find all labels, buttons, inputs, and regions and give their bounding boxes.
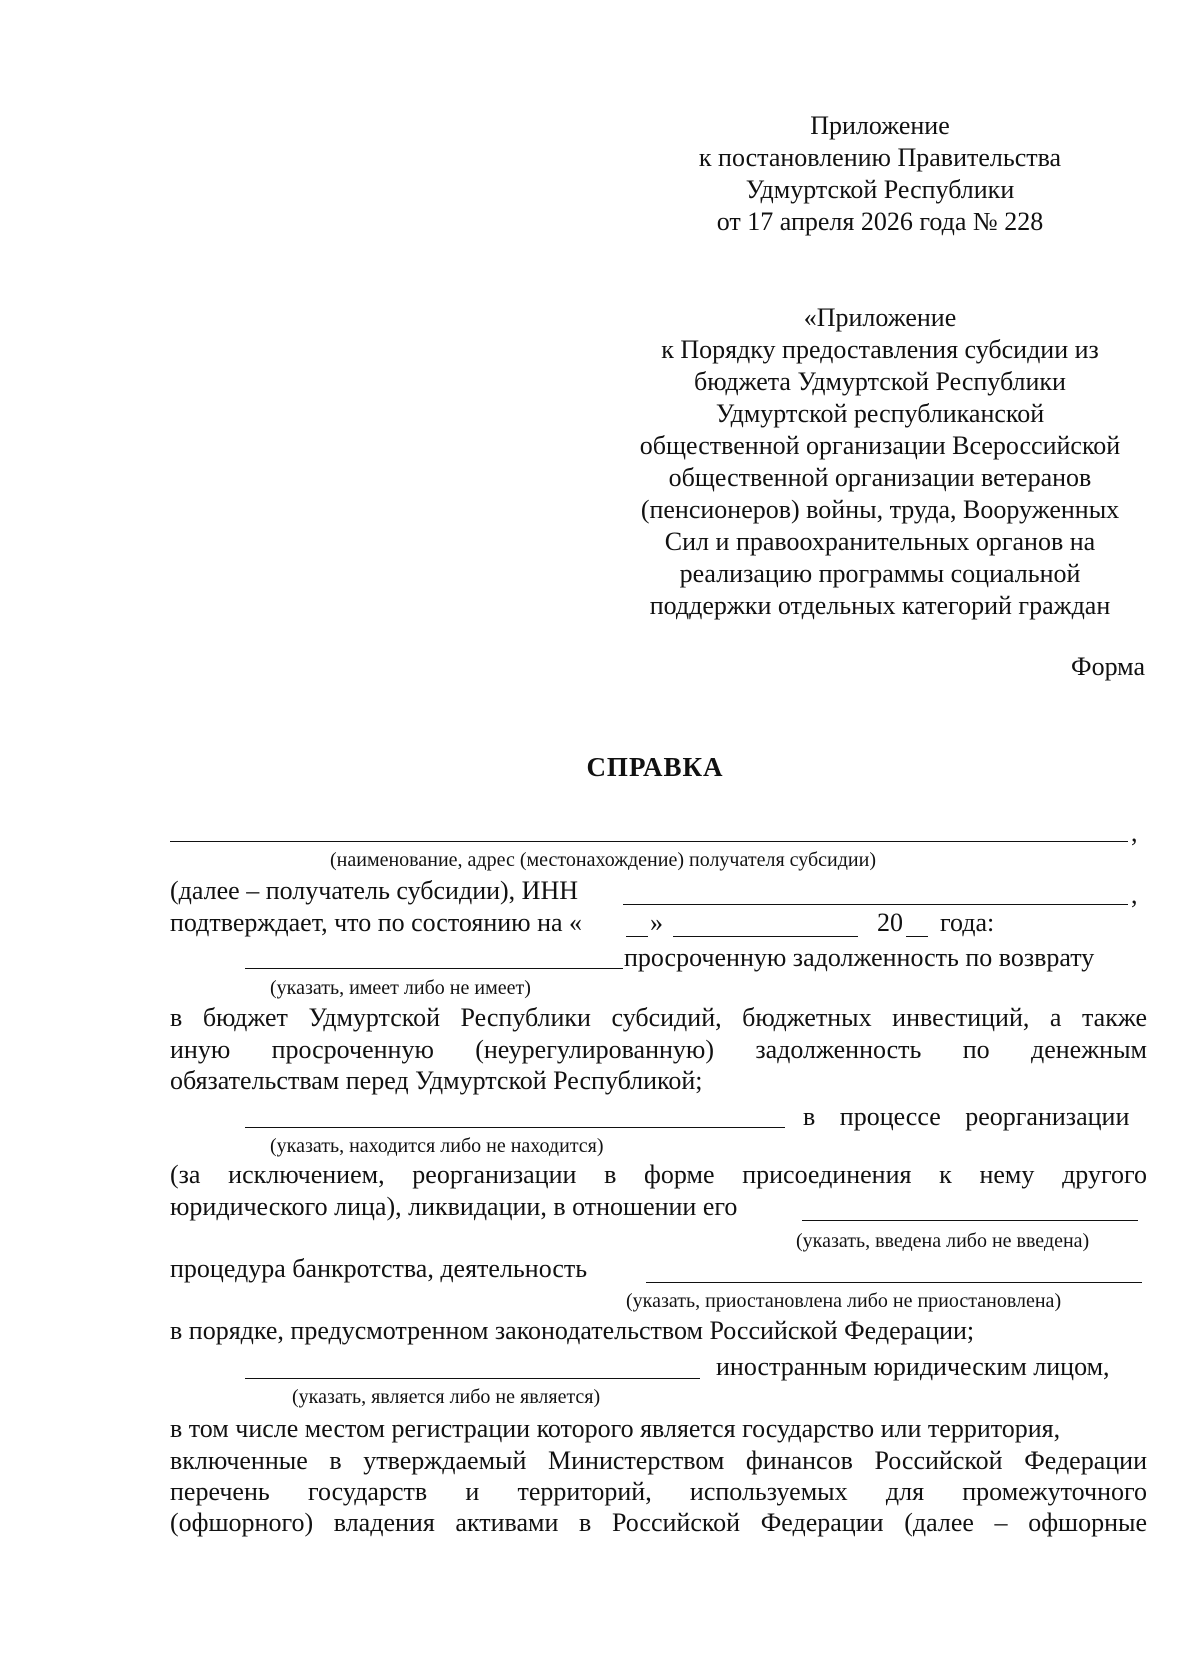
order-annex-header <box>600 302 1160 622</box>
annex-header-line: Приложение <box>810 111 950 140</box>
order-annex-line: «Приложение <box>803 303 957 332</box>
inn-label: (далее – получатель субсидии), ИНН <box>170 876 579 905</box>
paragraph-line: иную просроченную (неурегулированную) задолженность по денежным <box>170 1035 1147 1064</box>
annex-header <box>640 110 1120 238</box>
has-debt-field[interactable] <box>245 968 623 969</box>
recipient-name-field[interactable] <box>170 841 1128 842</box>
order-annex-line: реализацию программы социальной <box>679 559 1081 588</box>
order-annex-line: бюджета Удмуртской Республики <box>694 367 1066 396</box>
comma: , <box>1131 880 1138 909</box>
annex-header-line: Удмуртской Республики <box>745 175 1015 204</box>
paragraph-line: в том числе местом регистрации которого является государство или территория, <box>170 1414 1061 1443</box>
reorganization-text: в процессе реорганизации <box>803 1102 1130 1131</box>
bankruptcy-line <box>170 1254 1147 1284</box>
activity-suspended-caption: (указать, приостановлена либо не приостановлена) <box>626 1290 1062 1312</box>
overdue-debt-text: просроченную задолженность по возврату <box>624 943 1095 972</box>
annex-header-line: к постановлению Правительства <box>698 143 1062 172</box>
paragraph-line: юридического лица), ликвидации, в отношении его <box>170 1192 738 1221</box>
paragraph-line: (за исключением, реорганизации в форме присоединения к нему другого <box>170 1160 1147 1189</box>
date-label: подтверждает, что по состоянию на « <box>170 908 583 937</box>
has-debt-caption: (указать, имеет либо не имеет) <box>270 977 531 999</box>
document-title: СПРАВКА <box>586 752 724 782</box>
paragraph-line: перечень государств и территорий, используемых для промежуточного <box>170 1477 1147 1506</box>
foreign-entity-field[interactable] <box>245 1378 700 1379</box>
paragraph-line: (офшорного) владения активами в Российской Федерации (далее – офшорные <box>170 1508 1147 1537</box>
order-annex-line: к Порядку предоставления субсидии из <box>661 335 1099 364</box>
paragraph-line: в порядке, предусмотренном законодательством Российской Федерации; <box>170 1316 975 1345</box>
bankruptcy-introduced-caption: (указать, введена либо не введена) <box>796 1230 1090 1252</box>
date-year-prefix: 20 <box>877 908 903 937</box>
order-annex-line: (пенсионеров) войны, труда, Вооруженных <box>640 495 1120 524</box>
date-quote-close: » <box>650 908 663 937</box>
paragraph-line: в бюджет Удмуртской Республики субсидий, бюджетных инвестиций, а также <box>170 1003 1147 1032</box>
paragraph-line: включенные в утверждаемый Министерством финансов Российской Федерации <box>170 1446 1147 1475</box>
bankruptcy-introduced-field[interactable] <box>802 1220 1138 1221</box>
order-annex-line: Сил и правоохранительных органов на <box>664 527 1096 556</box>
form-label: Форма <box>1071 652 1145 681</box>
date-year-field[interactable] <box>906 936 928 937</box>
activity-suspended-field[interactable] <box>646 1282 1142 1283</box>
order-annex-line: Удмуртской республиканской <box>715 399 1045 428</box>
date-day-field[interactable] <box>626 936 648 937</box>
inn-line <box>170 876 1147 906</box>
foreign-entity-caption: (указать, является либо не является) <box>292 1386 601 1408</box>
order-annex-line: общественной организации ветеранов <box>668 463 1092 492</box>
bankruptcy-label: процедура банкротства, деятельность <box>170 1254 588 1283</box>
date-month-field[interactable] <box>673 936 858 937</box>
reorganization-caption: (указать, находится либо не находится) <box>270 1135 604 1157</box>
paragraph-line: обязательствам перед Удмуртской Республикой; <box>170 1066 703 1095</box>
order-annex-line: поддержки отдельных категорий граждан <box>649 591 1111 620</box>
order-annex-line: общественной организации Всероссийской <box>639 431 1121 460</box>
inn-field[interactable] <box>623 904 1128 905</box>
reorganization-field[interactable] <box>245 1127 785 1128</box>
comma: , <box>1131 818 1138 847</box>
foreign-entity-text: иностранным юридическим лицом, <box>716 1352 1110 1381</box>
date-year-suffix: года: <box>940 908 995 937</box>
annex-header-line: от 17 апреля 2026 года № 228 <box>716 207 1044 236</box>
recipient-name-caption: (наименование, адрес (местонахождение) получателя субсидии) <box>330 849 876 871</box>
